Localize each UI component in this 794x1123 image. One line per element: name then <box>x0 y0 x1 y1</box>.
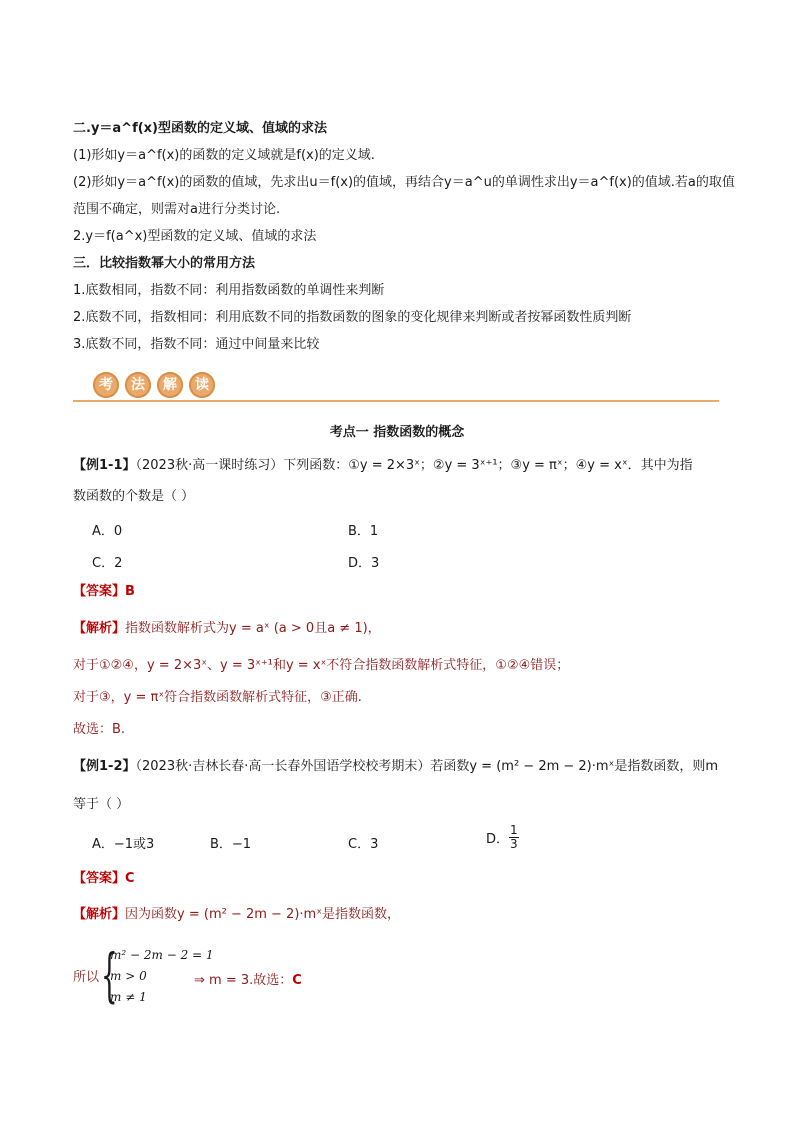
banner-rule <box>73 400 719 402</box>
section3-item-1: 1.底数相同，指数不同：利用指数函数的单调性来判断 <box>73 283 385 298</box>
ex2-answer-value: C <box>125 871 135 886</box>
ex2-condition-3: m ≠ 1 <box>110 990 147 1004</box>
ex1-stem: 下列函数：①y = 2×3ˣ；②y = 3ˣ⁺¹；③y = πˣ；④y = xˣ．其中为指 <box>283 458 693 473</box>
ex2-stem: 若函数y = (m² − 2m − 2)·mˣ是指数函数，则m <box>430 759 718 774</box>
ex2-analysis-text1: 因为函数y = (m² − 2m − 2)·mˣ是指数函数， <box>125 907 400 922</box>
ex2-label: 【例1-2】 <box>73 759 136 774</box>
ex2-answer <box>73 869 135 889</box>
ex2-analysis-label: 【解析】 <box>73 907 126 922</box>
ex2-option-d-label: D． <box>486 832 510 847</box>
banner-char: 解 <box>157 372 183 398</box>
ex2-option-b: B．−1 <box>210 837 252 852</box>
ex2-option-c: C．3 <box>348 837 379 852</box>
ex1-analysis-text1: 指数函数解析式为y = aˣ (a > 0且a ≠ 1)， <box>125 621 381 636</box>
ex1-answer <box>73 582 135 602</box>
section3-item-3: 3.底数不同，指数不同：通过中间量来比较 <box>73 337 320 352</box>
ex2-analysis-line1 <box>73 905 400 925</box>
ex2-option-d-fraction <box>509 824 519 851</box>
section2-item2-line1: (2)形如y＝a^f(x)的函数的值域，先求出u＝f(x)的值域，再结合y＝a^u的单调性求出y＝a^f(x)的值域.若a的取值 <box>73 175 735 190</box>
ex2-result <box>194 969 302 988</box>
section2-title: 二.y＝a^f(x)型函数的定义域、值域的求法 <box>73 121 328 136</box>
ex2-answer-label: 【答案】 <box>73 871 126 886</box>
ex2-condition-1: m² − 2m − 2 = 1 <box>110 948 214 962</box>
section2-item1: (1)形如y＝a^f(x)的函数的定义域就是f(x)的定义域. <box>73 148 375 163</box>
ex1-question-line2: 数函数的个数是（ ） <box>73 489 195 504</box>
ex2-result-letter: C <box>292 973 302 988</box>
fraction-denominator: 3 <box>510 837 518 851</box>
system-brace: { <box>101 941 118 1009</box>
banner-char: 考 <box>93 372 119 398</box>
kaodian-title: 考点一 指数函数的概念 <box>329 425 465 440</box>
ex1-analysis-line3: 对于③，y = πˣ符合指数函数解析式特征，③正确. <box>73 690 362 705</box>
section-banner <box>73 370 719 404</box>
ex1-option-b: B．1 <box>348 524 379 539</box>
ex1-question-line1 <box>73 456 693 476</box>
ex2-source: （2023秋·吉林长春·高一长春外国语学校校考期末） <box>135 759 431 774</box>
section2-item3: 2.y＝f(a^x)型函数的定义域、值域的求法 <box>73 229 317 244</box>
ex2-option-a: A．−1或3 <box>92 837 155 852</box>
ex2-result-text: ⇒ m = 3.故选： <box>194 973 293 988</box>
section2-item2-line2: 范围不确定，则需对a进行分类讨论. <box>73 202 281 217</box>
ex1-option-d: D．3 <box>348 556 380 571</box>
ex1-analysis-line2: 对于①②④，y = 2×3ˣ、y = 3ˣ⁺¹和y = xˣ不符合指数函数解析式特征，①②④错误； <box>73 658 570 673</box>
ex1-label: 【例1-1】 <box>73 458 136 473</box>
ex1-option-a: A．0 <box>92 524 123 539</box>
ex1-analysis-line1 <box>73 619 381 639</box>
ex1-answer-label: 【答案】 <box>73 584 126 599</box>
ex1-source: （2023秋·高一课时练习） <box>135 458 284 473</box>
section3-item-2: 2.底数不同，指数相同：利用底数不同的指数函数的图象的变化规律来判断或者按幂函数性质判断 <box>73 310 632 325</box>
ex2-so-label: 所以 <box>73 970 100 985</box>
ex2-question-line1 <box>73 757 718 777</box>
ex2-condition-2: m > 0 <box>110 969 147 983</box>
section3-title: 三．比较指数幂大小的常用方法 <box>73 256 256 271</box>
ex1-analysis-label: 【解析】 <box>73 621 126 636</box>
ex2-question-line2: 等于（ ） <box>73 797 130 812</box>
banner-char: 读 <box>189 372 215 398</box>
ex1-answer-value: B <box>125 584 135 599</box>
banner-char: 法 <box>125 372 151 398</box>
ex1-option-c: C．2 <box>92 556 123 571</box>
fraction-numerator: 1 <box>510 823 518 837</box>
ex2-option-d <box>486 824 519 851</box>
ex1-conclusion: 故选：B. <box>73 722 126 737</box>
